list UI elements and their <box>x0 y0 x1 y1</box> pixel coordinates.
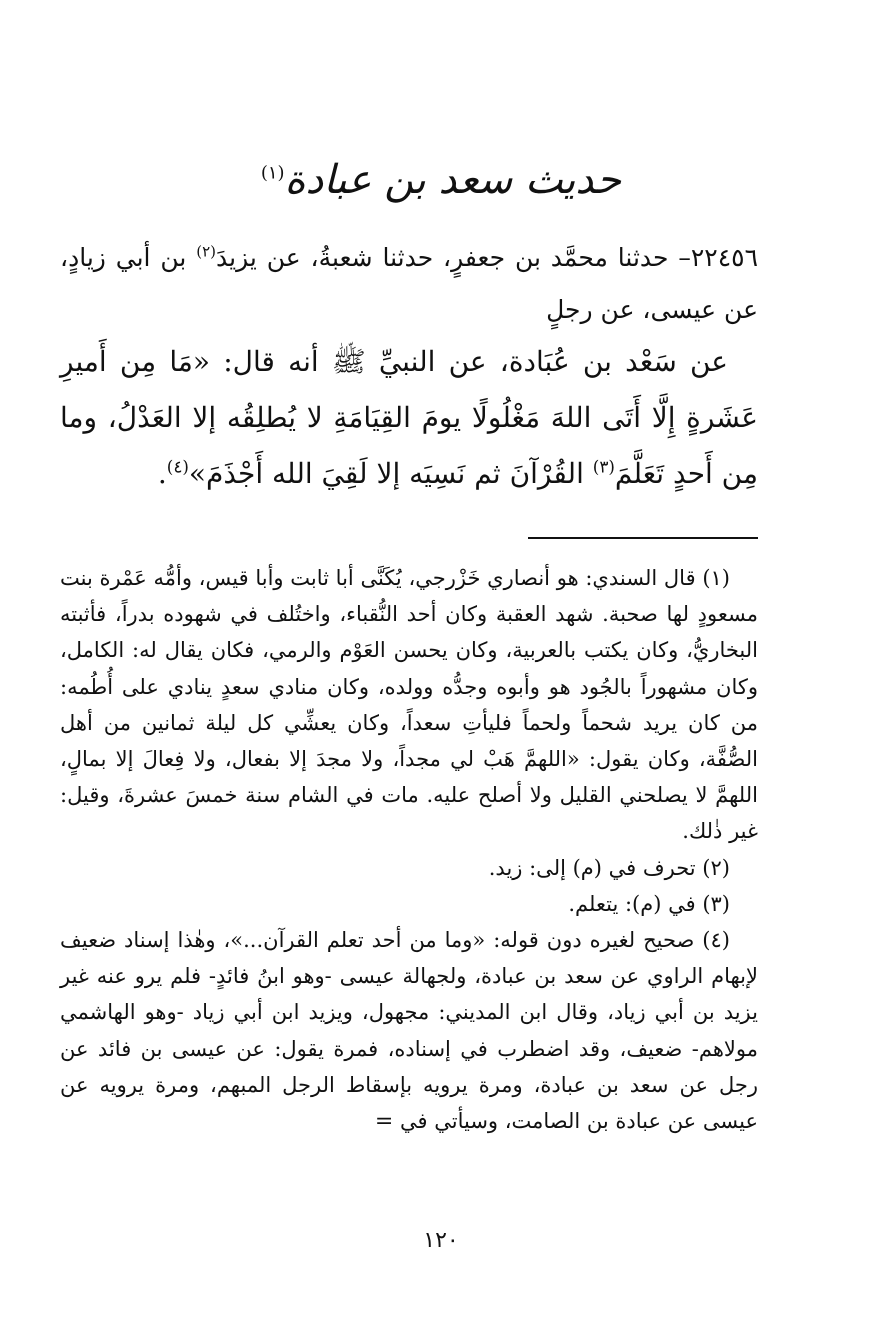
chapter-footnote-ref: (١) <box>260 162 285 184</box>
chapter-title: حديث سعد بن عبادة <box>284 157 622 203</box>
isnad-text-b: بن أبي زيادٍ، عن عيسى، عن رجلٍ <box>60 243 758 324</box>
footnote-4 <box>60 922 758 1140</box>
isnad-text-a: – حدثنا محمَّد بن جعفرٍ، حدثنا شعبةُ، عن يزيدَ <box>216 243 691 272</box>
chapter-heading <box>0 150 882 210</box>
matn-end-footnote-ref: (٤) <box>166 456 189 477</box>
matn-text-b: القُرْآنَ ثم نَسِيَه إلا لَقِيَ الله أَجْذَمَ» <box>188 457 593 490</box>
isnad-footnote-ref: (٢) <box>196 242 217 261</box>
hadith-isnad <box>60 232 758 336</box>
footnote-4-text: (٤) صحيح لغيره دون قوله: «وما من أحد تعلم القرآن...»، وهٰذا إسناد ضعيف لإبهام الراوي عن سعد بن عبادة، ولجهالة عيسى -وهو ابنُ فائدٍ- فلم يرو عنه غير يزيد بن أبي زياد، وقال ابن المديني: مجهول، ويزيد ابن أبي زياد -وهو الهاشمي مولاهم- ضعيف، وقد اضطرب في إسناده، فمرة يقول: عن عيسى بن فائد عن رجل عن سعد بن عبادة، ومرة يرويه بإسقاط الرجل المبهم، ومرة يرويه عن عيسى عن عبادة بن الصامت، وسيأتي في <box>60 928 758 1134</box>
hadith-number: ٢٢٤٥٦ <box>690 243 759 272</box>
matn-footnote-ref: (٣) <box>592 456 615 477</box>
footnote-2: (٢) تحرف في (م) إلى: زيد. <box>488 855 730 880</box>
continuation-mark: = <box>374 1109 394 1135</box>
footnote-separator <box>528 537 758 539</box>
page-number: ١٢٠ <box>423 1228 459 1253</box>
hadith-matn <box>60 334 758 502</box>
footnote-3: (٣) في (م): يتعلم. <box>568 891 730 916</box>
footnote-1: (١) قال السندي: هو أنصاري خَزْرجي، يُكَنَّى أبا ثابت وأبا قيس، وأمُّه عَمْرة بنت مسعودٍ لها صحبة. شهد العقبة وكان أحد النُّقباء، واختُلف في شهوده بدراً، فأثبته البخاريُّ، وكان يكتب بالعربية، وكان يحسن العَوْم والرمي، فكان يقال له: الكامل، وكان مشهوراً بالجُود هو وأبوه وجدُّه وولده، وكان منادي سعدٍ ينادي على أُطُمه: من كان يريد شحماً ولحماً فليأتِ سعداً، وكان يعشِّي كل ليلة ثمانين من أهل الصُّفَّة، وكان يقول: «اللهمَّ هَبْ لي مجداً، ولا مجدَ إلا بفعال، ولا فِعالَ إلا بمالٍ، اللهمَّ لا يصلحني القليل ولا أصلح عليه. مات في الشام سنة خمسَ عشرةَ، وقيل: غير ذٰلك. <box>60 566 758 844</box>
matn-end-punct: . <box>157 457 167 490</box>
footnotes <box>60 560 758 1140</box>
matn-paragraph <box>60 334 758 502</box>
matn-text-a: عن سَعْد بن عُبَادة، عن النبيِّ ﷺ أنه قال: «مَا مِن أَميرِ عَشَرةٍ إِلَّا أَتَى اللهَ مَغْلُولًا يومَ القِيَامَةِ لا يُطلِقُه إلا العَدْلُ، وما مِن أَحدٍ تَعَلَّمَ <box>60 345 758 490</box>
